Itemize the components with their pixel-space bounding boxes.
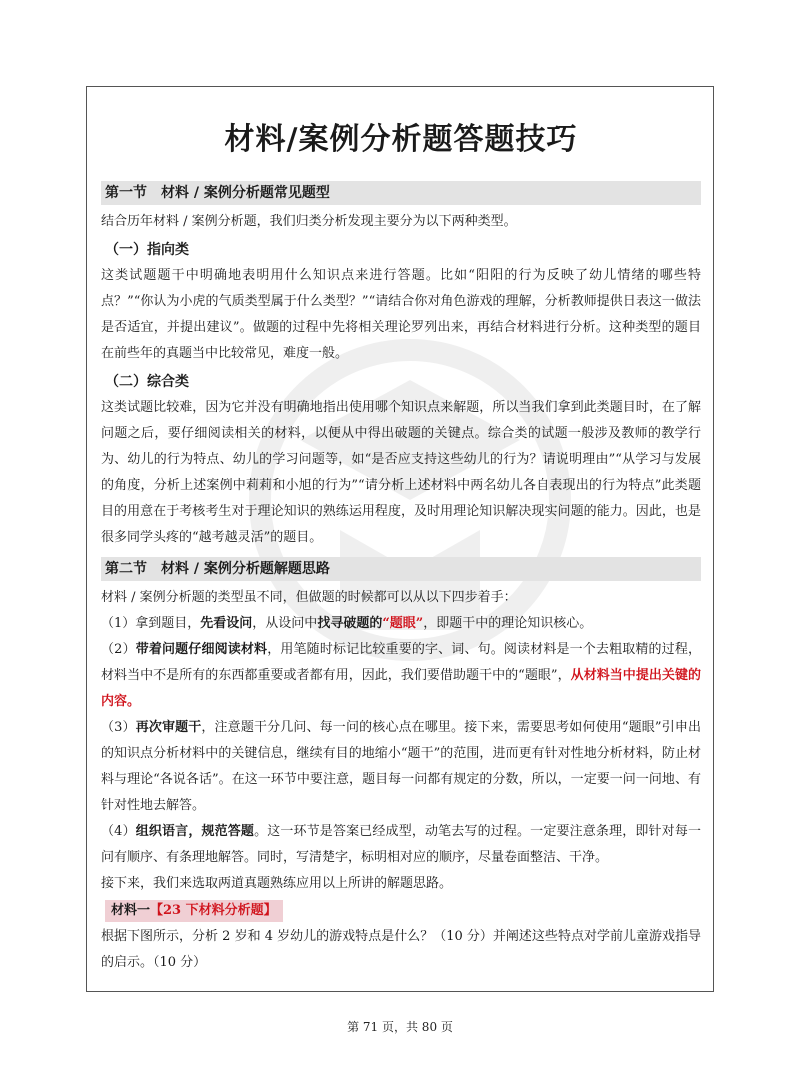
page-title: 材料/案例分析题答题技巧 [224,122,578,157]
step-4-body: 。这一环节是答案已经成型，动笔去写的过程。一定要注意条理，即针对每一问有顺序、有条理地解答。同时，写清楚字，标明相对应的顺序，尽量卷面整洁、干净。 [101,824,701,865]
step-1-prefix: （1）拿到题目， [101,616,201,631]
type-2-heading: （二）综合类 [105,374,189,390]
step-3-prefix: （3） [101,720,136,735]
step-1-suffix: ，即题干中的理论知识核心。 [423,616,593,631]
step-3 [101,715,701,819]
type-2-body: 这类试题比较难，因为它并没有明确地指出使用哪个知识点来解题，所以当我们拿到此类题目时，在了解问题之后，要仔细阅读相关的材料，以便从中得出破题的关键点。综合类的试题一般涉及教师的教学行为、幼儿的行为特点、幼儿的学习问题等，如“是否应支持这些幼儿的行为？请说明理由”“从学习与发展的角度，分析上述案例中莉莉和小旭的行为”“请分析上述材料中两名幼儿各自表现出的行为特点”此类题目的用意在于考核考生对于理论知识的熟练运用程度，及时用理论知识解决现实问题的能力。因此，也是很多同学头疼的“越考越灵活”的题目。 [101,400,701,545]
step-1-bold2: 找寻破题的 [317,616,383,631]
step-2-red: 从材料当中提出关键的内容。 [101,668,701,709]
step-2 [101,637,701,715]
step-1 [101,611,701,637]
step-1-bold: 先看设问 [200,616,253,631]
step-4-prefix: （4） [101,824,136,839]
page-number: 第 71 页，共 80 页 [347,1020,453,1034]
step-2-prefix: （2） [101,642,136,657]
section-1-heading: 第一节 材料 / 案例分析题常见题型 [101,181,701,205]
page-content [101,87,701,976]
material-source-tag: 【23 下材料分析题】 [150,903,277,918]
step-2-body: ，用笔随时标记比较重要的字、词、句。阅读材料是一个去粗取精的过程，材料当中不是所有的东西都重要或者都有用，因此，我们要借助题干中的“题眼”， [101,642,701,683]
section-2-heading: 第二节 材料 / 案例分析题解题思路 [101,557,701,581]
page-frame [86,86,714,992]
material-tag [105,900,283,922]
step-3-body: ，注意题干分几问、每一问的核心点在哪里。接下来，需要思考如何使用“题眼”引申出的知识点分析材料中的关键信息，继续有目的地缩小“题干”的范围，进而更有针对性地分析材料，防止材料与理论“各说各话”。在这一环节中要注意，题目每一问都有规定的分数，所以，一定要一问一问地、有针对性地去解答。 [101,720,701,813]
step-2-bold: 带着问题仔细阅读材料 [135,642,268,657]
material-label: 材料一 [111,903,151,918]
step-4-bold: 组织语言，规范答题 [135,824,255,839]
section-2-outro: 接下来，我们来选取两道真题熟练应用以上所讲的解题思路。 [101,876,453,891]
step-1-mid: ，从设问中 [252,616,318,631]
step-3-bold: 再次审题干 [135,720,202,735]
type-1-body: 这类试题题干中明确地表明用什么知识点来进行答题。比如“阳阳的行为反映了幼儿情绪的哪些特点？”“你认为小虎的气质类型属于什么类型？”“请结合你对角色游戏的理解，分析教师提供日表这一做法是否适宜，并提出建议”。做题的过程中先将相关理论罗列出来，再结合材料进行分析。这种类型的题目在前些年的真题当中比较常见，难度一般。 [101,268,701,361]
section-1-intro: 结合历年材料 / 案例分析题，我们归类分析发现主要分为以下两种类型。 [101,214,517,229]
type-1-heading: （一）指向类 [105,242,189,258]
step-1-red: “题眼” [382,616,424,631]
section-2-intro: 材料 / 案例分析题的类型虽不同，但做题的时候都可以从以下四步着手： [101,590,517,605]
material-question: 根据下图所示，分析 2 岁和 4 岁幼儿的游戏特点是什么？（10 分）并阐述这些特点对学前儿童游戏指导的启示。（10 分） [101,929,701,970]
step-4 [101,819,701,871]
